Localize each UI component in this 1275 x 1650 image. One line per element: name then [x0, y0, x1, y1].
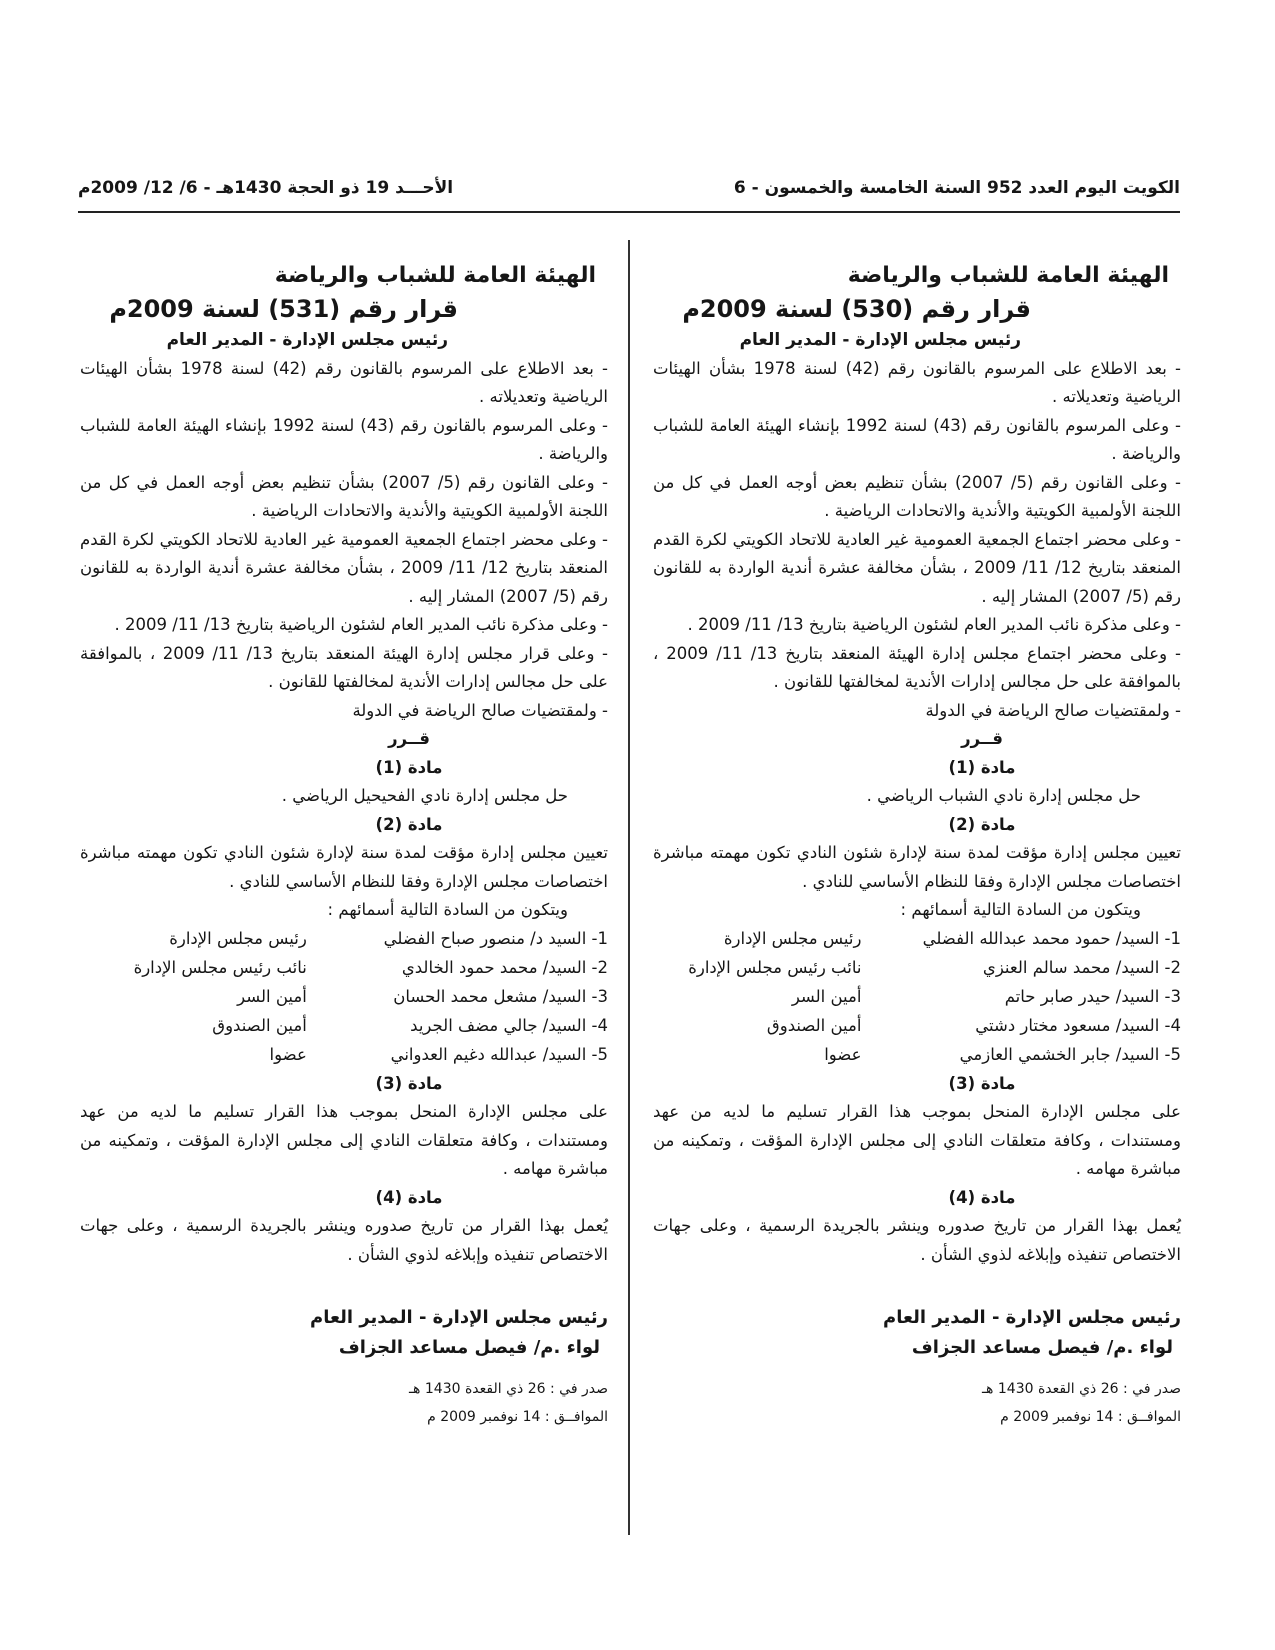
member-name: 4- السيد/ مسعود مختار دشتي: [975, 1015, 1181, 1035]
article-2-intro: ويتكون من السادة التالية أسمائهم :: [900, 900, 1141, 919]
decided-heading: قــرر: [388, 729, 430, 748]
member-role: عضوا: [269, 1044, 307, 1064]
member-role: رئيس مجلس الإدارة: [723, 928, 862, 948]
member-role: نائب رئيس مجلس الإدارة: [133, 957, 307, 977]
issued-date: صدر في : 26 ذي القعدة 1430 هـ: [981, 1381, 1181, 1397]
member-role: نائب رئيس مجلس الإدارة: [688, 957, 862, 977]
signatory-title: رئيس مجلس الإدارة - المدير العام: [310, 1307, 608, 1328]
article-2-text: تعيين مجلس إدارة مؤقت لمدة سنة لإدارة شئون النادي تكون مهمته مباشرة اختصاصات مجلس الإدارة وفقا للنظام الأساسي للنادي .: [653, 843, 1181, 891]
table-row: [80, 954, 608, 983]
table-row: [653, 1041, 1181, 1070]
member-role: أمين الصندوق: [766, 1015, 862, 1035]
member-name: 1- السيد/ حمود محمد عبدالله الفضلي: [922, 928, 1181, 948]
member-role: أمين الصندوق: [212, 1015, 307, 1035]
table-row: [653, 1012, 1181, 1041]
article-3-text: على مجلس الإدارة المنحل بموجب هذا القرار تسليم ما لديه من عهد ومستندات ، وكافة متعلقات النادي إلى مجلس الإدارة المؤقت ، وتمكينه من مباشرة مهامه .: [653, 1102, 1181, 1178]
decree-531-column: [80, 260, 608, 1431]
article-4-text: يُعمل بهذا القرار من تاريخ صدوره وينشر بالجريدة الرسمية ، وعلى جهات الاختصاص تنفيذه وإبلاغه لذوي الشأن .: [80, 1216, 608, 1264]
table-row: [653, 925, 1181, 954]
article-1-title: مادة (1): [948, 757, 1016, 777]
article-1-text: حل مجلس إدارة نادي الفحيحيل الرياضي .: [281, 786, 568, 805]
preamble-3: - وعلى القانون رقم (5/ 2007) بشأن تنظيم بعض أوجه العمل في كل من اللجنة الأولمبية الكويتية والأندية والاتحادات الرياضية .: [80, 472, 608, 520]
member-name: 5- السيد/ عبدالله دغيم العدواني: [390, 1044, 608, 1064]
article-3-title: مادة (3): [948, 1073, 1016, 1093]
issue-date: الأحـــد 19 ذو الحجة 1430هـ - 6/ 12/ 2009م: [78, 178, 454, 198]
preamble-3: - وعلى القانون رقم (5/ 2007) بشأن تنظيم بعض أوجه العمل في كل من اللجنة الأولمبية الكويتية والأندية والاتحادات الرياضية .: [653, 472, 1181, 520]
table-row: [653, 954, 1181, 983]
member-role: رئيس مجلس الإدارة: [169, 928, 307, 948]
issue-dates: [653, 1375, 1181, 1431]
member-name: 4- السيد/ جالي مضف الجريد: [410, 1015, 608, 1035]
article-3-text: على مجلس الإدارة المنحل بموجب هذا القرار تسليم ما لديه من عهد ومستندات ، وكافة متعلقات النادي إلى مجلس الإدارة المؤقت ، وتمكينه من مباشرة مهامه .: [80, 1102, 608, 1178]
member-role: أمين السر: [237, 986, 307, 1006]
article-1-text: حل مجلس إدارة نادي الشباب الرياضي .: [866, 786, 1141, 805]
table-row: [80, 983, 608, 1012]
decided-heading: قــرر: [961, 729, 1003, 748]
article-2-intro: ويتكون من السادة التالية أسمائهم :: [327, 900, 568, 919]
member-name: 2- السيد/ محمد حمود الخالدي: [401, 957, 608, 977]
preamble-4: - وعلى محضر اجتماع الجمعية العمومية غير العادية للاتحاد الكويتي لكرة القدم المنعقد بتاريخ 12/ 11/ 2009 ، بشأن مخالفة عشرة أندية الواردة به للقانون رقم (5/ 2007) المشار إليه .: [653, 529, 1181, 606]
issued-date: صدر في : 26 ذي القعدة 1430 هـ: [408, 1381, 608, 1397]
authority-heading: الهيئة العامة للشباب والرياضة: [847, 263, 1169, 288]
signatory-name: لواء .م/ فيصل مساعد الجزاف: [338, 1337, 600, 1358]
preamble-6: - وعلى محضر اجتماع مجلس إدارة الهيئة المنعقد بتاريخ 13/ 11/ 2009 ، بالموافقة على حل مجالس إدارات الأندية لمخالفتها للقانون .: [653, 643, 1181, 691]
preamble-6: - وعلى قرار مجلس إدارة الهيئة المنعقد بتاريخ 13/ 11/ 2009 ، بالموافقة على حل مجالس إدارات الأندية لمخالفتها للقانون .: [80, 643, 608, 691]
member-name: 3- السيد/ حيدر صابر حاتم: [1004, 986, 1181, 1006]
table-row: [653, 983, 1181, 1012]
board-members-table: [80, 925, 608, 1070]
table-row: [80, 1041, 608, 1070]
member-name: 3- السيد/ مشعل محمد الحسان: [393, 986, 608, 1006]
member-name: 2- السيد/ محمد سالم العنزي: [982, 957, 1181, 977]
decree-title: قرار رقم (531) لسنة 2009م: [109, 295, 458, 323]
table-row: [80, 1012, 608, 1041]
signatory-name: لواء .م/ فيصل مساعد الجزاف: [911, 1337, 1173, 1358]
issue-dates: [80, 1375, 608, 1431]
preamble-7: - ولمقتضيات صالح الرياضة في الدولة: [352, 700, 608, 720]
decree-issuer: رئيس مجلس الإدارة - المدير العام: [166, 330, 448, 350]
member-role: أمين السر: [791, 986, 862, 1006]
article-4-title: مادة (4): [375, 1187, 443, 1207]
preamble-4: - وعلى محضر اجتماع الجمعية العمومية غير العادية للاتحاد الكويتي لكرة القدم المنعقد بتاريخ 12/ 11/ 2009 ، بشأن مخالفة عشرة أندية الواردة به للقانون رقم (5/ 2007) المشار إليه .: [80, 529, 608, 606]
article-4-text: يُعمل بهذا القرار من تاريخ صدوره وينشر بالجريدة الرسمية ، وعلى جهات الاختصاص تنفيذه وإبلاغه لذوي الشأن .: [653, 1216, 1181, 1264]
table-row: [80, 925, 608, 954]
board-members-table: [653, 925, 1181, 1070]
header-rule: [78, 211, 1180, 213]
signatory-title: رئيس مجلس الإدارة - المدير العام: [883, 1307, 1181, 1328]
preamble-5: - وعلى مذكرة نائب المدير العام لشئون الرياضية بتاريخ 13/ 11/ 2009 .: [114, 615, 608, 634]
article-4-title: مادة (4): [948, 1187, 1016, 1207]
corresponding-date: الموافــق : 14 نوفمبر 2009 م: [427, 1409, 608, 1425]
preamble-2: - وعلى المرسوم بالقانون رقم (43) لسنة 1992 بإنشاء الهيئة العامة للشباب والرياضة .: [80, 415, 609, 463]
decree-issuer: رئيس مجلس الإدارة - المدير العام: [739, 330, 1021, 350]
page-header: [78, 178, 1180, 208]
issue-info: الكويت اليوم العدد 952 السنة الخامسة والخمسون - 6: [733, 178, 1180, 198]
article-1-title: مادة (1): [375, 757, 443, 777]
article-2-text: تعيين مجلس إدارة مؤقت لمدة سنة لإدارة شئون النادي تكون مهمته مباشرة اختصاصات مجلس الإدارة وفقا للنظام الأساسي للنادي .: [80, 843, 608, 891]
member-name: 1- السيد د/ منصور صباح الفضلي: [383, 928, 608, 948]
decree-530-column: [653, 260, 1181, 1431]
member-name: 5- السيد/ جابر الخشمي العازمي: [959, 1044, 1181, 1064]
article-3-title: مادة (3): [375, 1073, 443, 1093]
article-2-title: مادة (2): [948, 814, 1016, 834]
article-2-title: مادة (2): [375, 814, 443, 834]
preamble-5: - وعلى مذكرة نائب المدير العام لشئون الرياضية بتاريخ 13/ 11/ 2009 .: [687, 615, 1181, 634]
member-role: عضوا: [824, 1044, 862, 1064]
preamble-1: - بعد الاطلاع على المرسوم بالقانون رقم (42) لسنة 1978 بشأن الهيئات الرياضية وتعديلاته .: [80, 358, 609, 406]
decree-title: قرار رقم (530) لسنة 2009م: [682, 295, 1031, 323]
corresponding-date: الموافــق : 14 نوفمبر 2009 م: [1000, 1409, 1181, 1425]
authority-heading: الهيئة العامة للشباب والرياضة: [274, 263, 596, 288]
preamble-7: - ولمقتضيات صالح الرياضة في الدولة: [925, 700, 1181, 720]
preamble-2: - وعلى المرسوم بالقانون رقم (43) لسنة 1992 بإنشاء الهيئة العامة للشباب والرياضة .: [653, 415, 1182, 463]
preamble-1: - بعد الاطلاع على المرسوم بالقانون رقم (42) لسنة 1978 بشأن الهيئات الرياضية وتعديلاته .: [653, 358, 1182, 406]
column-divider: [628, 240, 630, 1535]
